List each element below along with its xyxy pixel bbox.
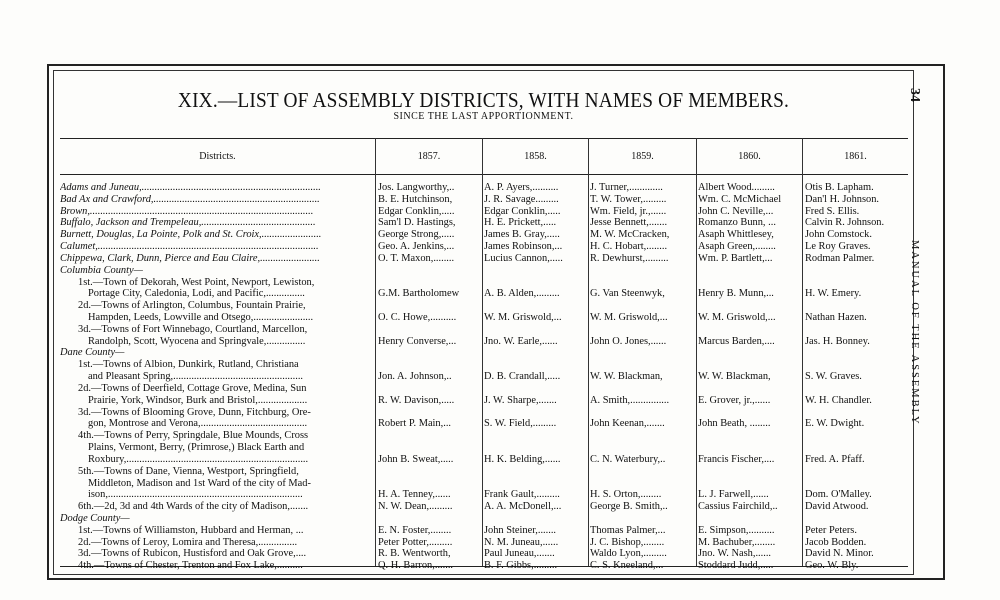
page-subtitle: SINCE THE LAST APPORTIONMENT. [393, 111, 574, 122]
district-cell: 2d.—Towns of Leroy, Lomira and Theresa,............... [78, 536, 298, 548]
member-cell-1860: Cassius Fairchild,.. [698, 501, 778, 513]
district-cell: 5th.—Towns of Dane, Vienna, Westport, Springfield, [78, 465, 299, 477]
member-cell-1861: H. W. Emery. [805, 288, 862, 300]
district-cell: Dodge County— [60, 512, 130, 524]
member-cell-1859: W. M. Griswold,... [590, 312, 668, 324]
member-cell-1859: C. S. Kneeland,... [590, 560, 664, 572]
member-cell-1858: D. B. Crandall,..... [484, 371, 561, 383]
member-cell-1858: W. M. Griswold,... [484, 312, 562, 324]
member-cell-1857: Peter Potter,......... [378, 536, 453, 548]
member-cell-1861: Dom. O'Malley. [805, 489, 872, 501]
member-cell-1857: Jon. A. Johnson,.. [378, 371, 452, 383]
member-cell-1860: Stoddard Judd,..... [698, 560, 774, 572]
member-cell-1858: A. A. McDonell,... [484, 501, 562, 513]
member-cell-1859: J. Turner,............. [590, 182, 663, 193]
member-cell-1861: Jacob Bodden. [805, 536, 867, 548]
member-cell-1857: Henry Converse,... [378, 335, 457, 347]
member-cell-1860: Francis Fischer,.... [698, 453, 775, 465]
member-cell-1859: H. S. Orton,........ [590, 489, 662, 501]
member-cell-1859: M. W. McCracken, [590, 229, 670, 241]
member-cell-1858: H. E. Prickett,..... [484, 217, 557, 229]
member-cell-1861: E. W. Dwight. [805, 418, 865, 430]
member-cell-1861: Dan'l H. Johnson. [805, 193, 880, 205]
district-cell: Calumet,..................................................................................... [60, 241, 319, 253]
member-cell-1860: John C. Neville,... [698, 205, 774, 217]
member-cell-1859: George B. Smith,.. [590, 501, 668, 513]
member-cell-1860: E. Simpson,.......... [698, 524, 775, 536]
col-header-1858: 1858. [524, 151, 547, 162]
district-cell: 2d.—Towns of Arlington, Columbus, Fountain Prairie, [78, 300, 306, 312]
col-header-1859: 1859. [631, 151, 654, 162]
district-cell: 1st.—Towns of Williamston, Hubbard and Herman, ... [78, 524, 304, 536]
member-cell-1858: Jno. W. Earle,...... [484, 335, 558, 347]
district-cell: 1st.—Town of Dekorah, West Point, Newport, Lewiston, [78, 276, 315, 288]
district-cell: Prairie, York, Windsor, Burk and Bristol,................... [88, 394, 308, 406]
member-cell-1859: G. Van Steenwyk, [590, 288, 665, 300]
member-cell-1857: E. N. Foster,........ [378, 524, 452, 536]
member-cell-1858: A. P. Ayers,.......... [484, 182, 559, 193]
member-cell-1857: Jos. Langworthy,.. [378, 182, 455, 193]
member-cell-1857: G.M. Bartholomew [378, 288, 460, 300]
member-cell-1860: Henry B. Munn,... [698, 288, 774, 300]
member-cell-1861: W. H. Chandler. [805, 394, 872, 406]
member-cell-1860: L. J. Farwell,...... [698, 489, 769, 501]
member-cell-1857: John B. Sweat,..... [378, 453, 454, 465]
member-cell-1861: David Atwood. [805, 501, 869, 513]
member-cell-1858: Frank Gault,......... [484, 489, 560, 501]
running-head: MANUAL OF THE ASSEMBLY [909, 240, 920, 426]
district-cell: Plains, Vermont, Berry, (Primrose,) Black Earth and [88, 442, 305, 454]
member-cell-1858: H. K. Belding,...... [484, 453, 561, 465]
col-header-districts: Districts. [199, 151, 236, 162]
member-cell-1860: Jno. W. Nash,...... [698, 548, 772, 560]
member-cell-1857: Sam'l D. Hastings, [378, 217, 456, 229]
member-cell-1860: E. Grover, jr.,...... [698, 394, 771, 406]
member-cell-1859: W. W. Blackman, [590, 371, 663, 383]
district-cell: Middleton, Madison and 1st Ward of the city of Mad- [88, 477, 311, 489]
member-cell-1859: J. C. Bishop,........ [590, 536, 665, 548]
member-cell-1857: B. E. Hutchinson, [378, 193, 453, 205]
member-cell-1859: C. N. Waterbury,.. [590, 453, 666, 465]
district-cell: Bad Ax and Crawford,................................................................ [60, 193, 320, 205]
member-cell-1857: George Strong,..... [378, 229, 455, 241]
member-cell-1859: T. W. Tower,......... [590, 193, 667, 205]
member-cell-1859: Wm. Field, jr.,...... [590, 205, 667, 217]
district-cell: 3d.—Towns of Fort Winnebago, Courtland, Marcellon, [78, 323, 308, 335]
district-cell: ison,........................................................................... [88, 489, 303, 501]
member-cell-1861: Fred. A. Pfaff. [805, 453, 865, 465]
member-cell-1859: R. Dewhurst,......... [590, 252, 669, 264]
district-cell: Portage City, Caledonia, Lodi, and Pacific,............... [88, 288, 305, 300]
member-cell-1858: N. M. Juneau,...... [484, 536, 559, 548]
member-cell-1858: Paul Juneau,....... [484, 548, 555, 560]
member-cell-1858: Edgar Conklin,..... [484, 205, 561, 217]
member-cell-1858: A. B. Alden,......... [484, 288, 560, 300]
district-cell: 1st.—Towns of Albion, Dunkirk, Rutland, Christiana [78, 359, 299, 371]
member-cell-1859: A. Smith,............... [590, 394, 670, 406]
member-cell-1860: Albert Wood......... [698, 182, 775, 193]
member-cell-1860: Asaph Green,........ [698, 241, 776, 253]
member-cell-1857: N. W. Dean,......... [378, 501, 453, 513]
member-cell-1859: H. C. Hobart,........ [590, 241, 668, 253]
district-cell: Brown,...................................................................................... [60, 205, 314, 217]
member-cell-1858: James B. Gray,..... [484, 229, 560, 241]
member-cell-1861: Fred S. Ellis. [805, 205, 860, 217]
member-cell-1859: Jesse Bennett,....... [590, 217, 668, 229]
district-cell: 6th.—2d, 3d and 4th Wards of the city of Madison,....... [78, 501, 309, 513]
district-cell: Buffalo, Jackson and Trempeleau,............................................ [60, 217, 316, 229]
member-cell-1857: O. T. Maxon,........ [378, 252, 455, 264]
col-header-1860: 1860. [738, 151, 761, 162]
member-cell-1861: Rodman Palmer. [805, 252, 875, 264]
member-cell-1860: Marcus Barden,.... [698, 335, 775, 347]
district-cell: 4th.—Towns of Perry, Springdale, Blue Mounds, Cross [78, 430, 309, 442]
member-cell-1857: Robert P. Main,... [378, 418, 452, 430]
member-cell-1860: Romanzo Bunn, ... [698, 217, 776, 229]
col-header-1857: 1857. [417, 151, 441, 162]
col-header-1861: 1861. [844, 151, 867, 162]
member-cell-1861: Peter Peters. [805, 524, 857, 536]
district-cell: 3d.—Towns of Blooming Grove, Dunn, Fitchburg, Ore- [78, 406, 311, 418]
page-title: XIX.—LIST OF ASSEMBLY DISTRICTS, WITH NAMES OF MEMBERS. [177, 88, 790, 112]
district-cell: Adams and Juneau,..................................................................... [60, 182, 321, 193]
district-cell: gon, Montrose and Verona,......................................... [88, 418, 308, 430]
member-cell-1861: S. W. Graves. [805, 371, 862, 383]
member-cell-1858: John Steiner,....... [484, 524, 557, 536]
member-cell-1857: R. W. Davison,..... [378, 394, 455, 406]
member-cell-1857: Q. H. Barron,....... [378, 560, 454, 572]
member-cell-1860: Wm. P. Bartlett,... [698, 252, 773, 264]
member-cell-1858: J. R. Savage......... [484, 193, 559, 205]
district-cell: Columbia County— [60, 264, 143, 276]
district-cell: 2d.—Towns of Deerfield, Cottage Grove, Medina, Sun [78, 382, 307, 394]
member-cell-1860: Wm. C. McMichael [698, 193, 782, 205]
district-cell: Burnett, Douglas, La Pointe, Polk and St. Croix,....................... [60, 229, 322, 241]
member-cell-1857: Geo. A. Jenkins,... [378, 241, 455, 253]
member-cell-1860: John Beath, ........ [698, 418, 771, 430]
member-cell-1859: John O. Jones,...... [590, 335, 667, 347]
member-cell-1858: James Robinson,... [484, 241, 563, 253]
member-cell-1861: David N. Minor. [805, 548, 874, 560]
member-cell-1859: John Keenan,....... [590, 418, 665, 430]
member-cell-1858: S. W. Field,......... [484, 418, 557, 430]
member-cell-1861: Calvin R. Johnson. [805, 217, 885, 229]
member-cell-1861: Geo. W. Bly. [805, 560, 859, 572]
table-row [0, 559, 1000, 573]
member-cell-1861: Otis B. Lapham. [805, 182, 874, 193]
district-cell: and Pleasant Spring,.................................................. [88, 371, 304, 383]
member-cell-1861: Le Roy Graves. [805, 241, 871, 253]
member-cell-1859: Thomas Palmer,... [590, 524, 666, 536]
member-cell-1860: Asaph Whittlesey, [698, 229, 774, 241]
district-cell: Hampden, Leeds, Lowville and Otsego,....................... [88, 312, 314, 324]
rule-top [60, 138, 908, 139]
district-cell: Randolph, Scott, Wyocena and Springvale,............... [88, 335, 306, 347]
page-number: 34 [907, 88, 922, 102]
district-cell: Roxbury,...................................................................... [88, 453, 309, 465]
member-cell-1859: Waldo Lyon,......... [590, 548, 667, 560]
member-cell-1858: Lucius Cannon,..... [484, 252, 563, 264]
member-cell-1857: O. C. Howe,.......... [378, 312, 457, 324]
member-cell-1861: Jas. H. Bonney. [805, 335, 870, 347]
member-cell-1857: R. B. Wentworth, [378, 548, 451, 560]
district-cell: 4th.—Towns of Chester, Trenton and Fox Lake,.......... [78, 560, 303, 572]
member-cell-1858: B. F. Gibbs,......... [484, 560, 558, 572]
member-cell-1857: Edgar Conklin,..... [378, 205, 455, 217]
rule-header [60, 174, 908, 175]
member-cell-1860: W. M. Griswold,... [698, 312, 776, 324]
member-cell-1860: W. W. Blackman, [698, 371, 771, 383]
member-cell-1858: J. W. Sharpe,....... [484, 394, 557, 406]
member-cell-1857: H. A. Tenney,...... [378, 489, 451, 501]
member-cell-1860: M. Bachuber,........ [698, 536, 776, 548]
district-cell: Chippewa, Clark, Dunn, Pierce and Eau Claire,....................... [60, 252, 320, 264]
member-cell-1861: John Comstock. [805, 229, 872, 241]
district-cell: 3d.—Towns of Rubicon, Hustisford and Oak Grove,.... [78, 548, 307, 560]
district-cell: Dane County— [60, 347, 125, 359]
member-cell-1861: Nathan Hazen. [805, 312, 867, 324]
